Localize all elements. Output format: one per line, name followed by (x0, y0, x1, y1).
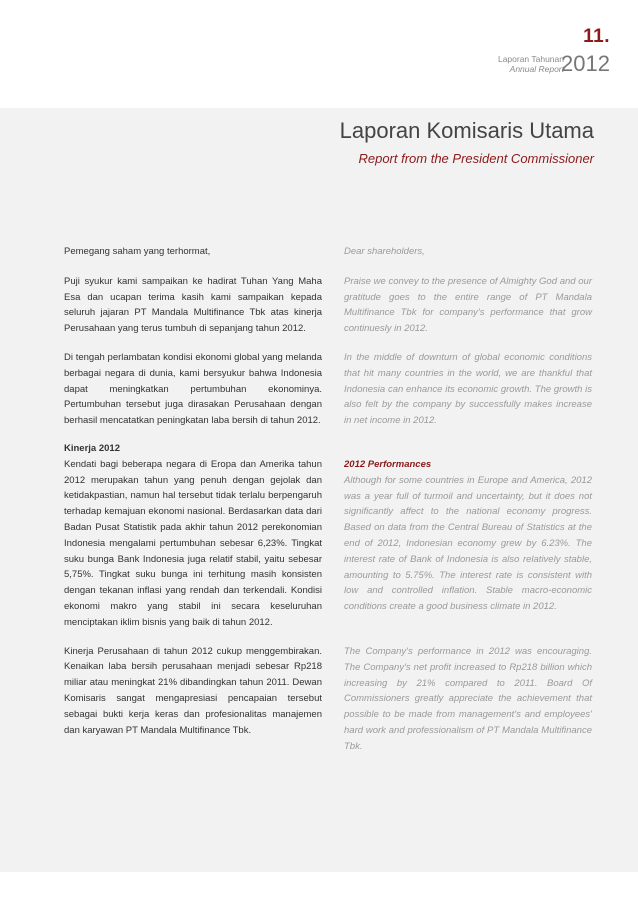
report-label-en: Annual Report (509, 64, 564, 74)
paragraph-en-2: In the middle of downturn of global economic conditions that hit many countries in the world, we are thankful that Indonesia can enhance its economic growth. The growth is also felt by the company by successfully makes increase in net income in 2012. (344, 351, 592, 427)
heading-id: Kinerja 2012 (64, 442, 120, 454)
salutation-en: Dear shareholders, (344, 246, 425, 257)
english-column (344, 244, 592, 755)
paragraph-en-4: The Company's performance in 2012 was encouraging. The Company's net profit increased to Rp218 billion which increasing by 21% compared to 2011. Board Of Commissioners greatly appreciate the achievement that possible to be made from management's and employees' hard work and professionalism of PT Mandala Multifinance Tbk. (344, 645, 592, 752)
paragraph-id-2: Di tengah perlambatan kondisi ekonomi global yang melanda berbagai negara di dunia, kami bersyukur bahwa Indonesia dapat meningkatkan pertumbuhan ekonominya. Pertumbuhan tersebut juga dirasakan Perusahaan dengan berhasil mencatatkan peningkatan laba bersih di tahun 2012. (64, 351, 322, 427)
report-label-id: Laporan Tahunan (497, 54, 564, 64)
salutation-id: Pemegang saham yang terhormat, (64, 246, 211, 257)
paragraph-id-1: Puji syukur kami sampaikan ke hadirat Tuhan Yang Maha Esa dan ucapan terima kasih kami sampaikan kepada seluruh jajaran PT Mandala Multifinance Tbk atas kinerja Perusahaan yang terus tumbuh di sepanjang tahun 2012. (64, 275, 322, 335)
report-label (498, 54, 564, 74)
page-subtitle: Report from the President Commissioner (358, 151, 594, 166)
paragraph-en-3: Although for some countries in Europe and America, 2012 was a year full of turmoil and uncertainty, but it does not significantly affect to the national economy progress. Based on data from the Central Bureau of Statistics at the end of 2012, Indonesian economy grew by 6.23%. The interest rate of Bank of Indonesia is also relatively stable, amounting to 5.75%. The interest rate is consistent with low and controlled inflation. Stable macro-economic conditions create a good business climate in 2012. (344, 474, 592, 613)
report-year: 2012 (561, 51, 610, 76)
page-title: Laporan Komisaris Utama (339, 118, 594, 143)
paragraph-en-1: Praise we convey to the presence of Almighty God and our gratitude goes to the entire range of PT Mandala Multifinance Tbk for company's performance that grow continuesly in 2012. (344, 275, 592, 335)
paragraph-id-4: Kinerja Perusahaan di tahun 2012 cukup menggembirakan. Kenaikan laba bersih perusahaan menjadi sebesar Rp218 miliar atau meningkat 21% dibandingkan tahun 2011. Dewan Komisaris sangat mengapresiasi pencapaian tersebut sebagai bukti kerja keras dan profesionalitas manajemen dan karyawan PT Mandala Multifinance Tbk. (64, 645, 322, 736)
heading-en: 2012 Performances (344, 458, 432, 470)
page-number: 11. (583, 26, 610, 47)
page-header (0, 0, 638, 108)
paragraph-id-3: Kendati bagi beberapa negara di Eropa dan Amerika tahun 2012 merupakan tahun yang penuh dengan gejolak dan ketidakpastian, namun hal tersebut tidak terlalu berpengaruh terhadap kemajuan ekonomi nasional. Berdasarkan data dari Badan Pusat Statistik pada akhir tahun 2012 perekonomian Indonesia mengalami pertumbuhan sebesar 6,23%. Tingkat suku bunga Bank Indonesia juga relatif stabil, yaitu sebesar 5,75%. Tingkat suku bunga ini terhitung masih konsisten dengan tekanan inflasi yang rendah dan terkendali. Kondisi ekonomi makro yang stabil ini secara keseluruhan menciptakan iklim bisnis yang baik di tahun 2012. (64, 458, 322, 628)
indonesian-column (64, 244, 322, 738)
